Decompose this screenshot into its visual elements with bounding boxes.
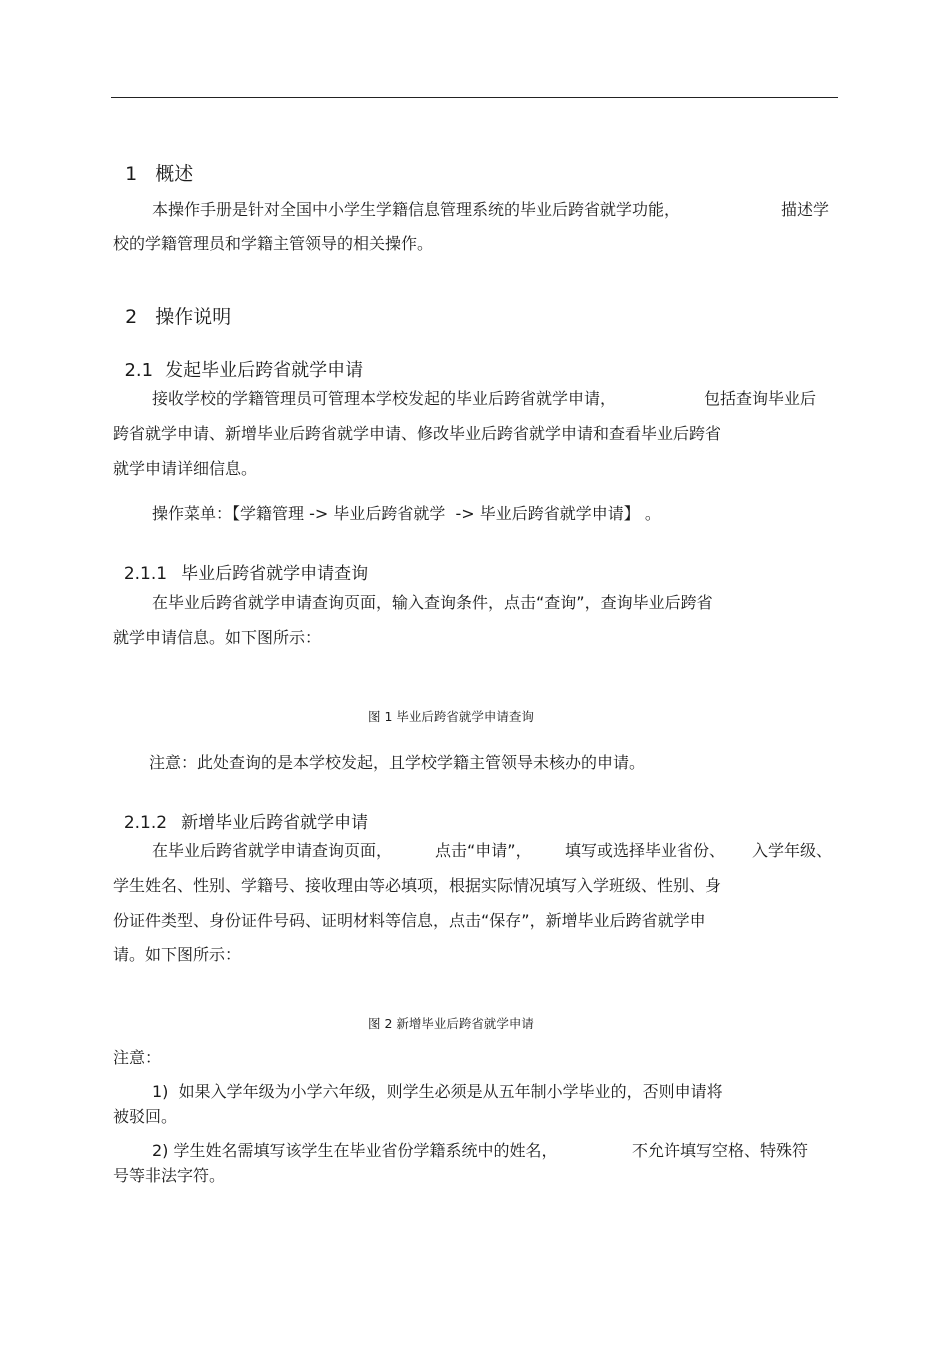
s212-para-line-1b: 点击“申请”， bbox=[435, 841, 532, 860]
s212-para-line-3: 份证件类型、身份证件号码、证明材料等信息，点击“保存”，新增毕业后跨省就学申 bbox=[113, 911, 706, 930]
section-title: 概述 bbox=[155, 163, 194, 185]
s212-para-line-2: 学生姓名、性别、学籍号、接收理由等必填项，根据实际情况填写入学班级、性别、身 bbox=[113, 876, 722, 895]
section-2-1-2-heading bbox=[113, 798, 368, 832]
section-number: 1 bbox=[125, 163, 138, 185]
section-title: 毕业后跨省就学申请查询 bbox=[181, 564, 369, 584]
s212-note-2-line-1b: 不允许填写空格、特殊符 bbox=[632, 1141, 809, 1160]
section-title: 发起毕业后跨省就学申请 bbox=[165, 360, 364, 381]
section-number: 2 bbox=[125, 306, 138, 328]
section-number: 2.1.1 bbox=[123, 564, 168, 584]
section-title: 新增毕业后跨省就学申请 bbox=[181, 813, 369, 833]
section-1-heading bbox=[113, 146, 193, 184]
intro-line-1b: 描述学 bbox=[781, 200, 830, 219]
s212-note-2-line-1a: 2) 学生姓名需填写该学生在毕业省份学籍系统中的姓名， bbox=[152, 1141, 558, 1160]
s211-para-line-1: 在毕业后跨省就学申请查询页面，输入查询条件，点击“查询”，查询毕业后跨省 bbox=[152, 593, 713, 612]
header-rule bbox=[111, 97, 838, 98]
s21-para-line-1b: 包括查询毕业后 bbox=[704, 389, 817, 408]
s21-menu-path: 操作菜单：【学籍管理 -> 毕业后跨省就学 -> 毕业后跨省就学申请】 。 bbox=[152, 504, 661, 523]
section-2-1-heading bbox=[113, 344, 363, 380]
s212-note-2-line-2: 号等非法字符。 bbox=[113, 1166, 226, 1185]
s21-para-line-3: 就学申请详细信息。 bbox=[113, 459, 258, 478]
section-2-1-1-heading bbox=[113, 549, 368, 583]
s212-para-line-1a: 在毕业后跨省就学申请查询页面， bbox=[152, 841, 393, 860]
section-number: 2.1 bbox=[124, 360, 154, 381]
s212-para-line-1c: 填写或选择毕业省份、 bbox=[565, 841, 726, 860]
figure-2-caption: 图 2 新增毕业后跨省就学申请 bbox=[368, 1016, 534, 1031]
s211-note: 注意：此处查询的是本学校发起，且学校学籍主管领导未核办的申请。 bbox=[149, 753, 646, 772]
s211-para-line-2: 就学申请信息。如下图所示： bbox=[113, 628, 322, 647]
section-2-heading bbox=[113, 289, 231, 327]
figure-1-caption: 图 1 毕业后跨省就学申请查询 bbox=[368, 709, 534, 724]
s212-para-line-1d: 入学年级、 bbox=[752, 841, 833, 860]
section-title: 操作说明 bbox=[155, 306, 232, 328]
intro-line-1a: 本操作手册是针对全国中小学生学籍信息管理系统的毕业后跨省就学功能， bbox=[152, 200, 681, 219]
s212-note-1-line-1: 1) 如果入学年级为小学六年级，则学生必须是从五年制小学毕业的，否则申请将 bbox=[152, 1082, 723, 1101]
s212-para-line-4: 请。如下图所示： bbox=[113, 945, 242, 964]
intro-line-2: 校的学籍管理员和学籍主管领导的相关操作。 bbox=[113, 234, 434, 253]
s21-para-line-1a: 接收学校的学籍管理员可管理本学校发起的毕业后跨省就学申请， bbox=[152, 389, 617, 408]
s212-note-1-line-2: 被驳回。 bbox=[113, 1107, 178, 1126]
s21-para-line-2: 跨省就学申请、新增毕业后跨省就学申请、修改毕业后跨省就学申请和查看毕业后跨省 bbox=[113, 424, 722, 443]
section-number: 2.1.2 bbox=[123, 813, 168, 833]
s212-note-label: 注意： bbox=[113, 1048, 162, 1067]
